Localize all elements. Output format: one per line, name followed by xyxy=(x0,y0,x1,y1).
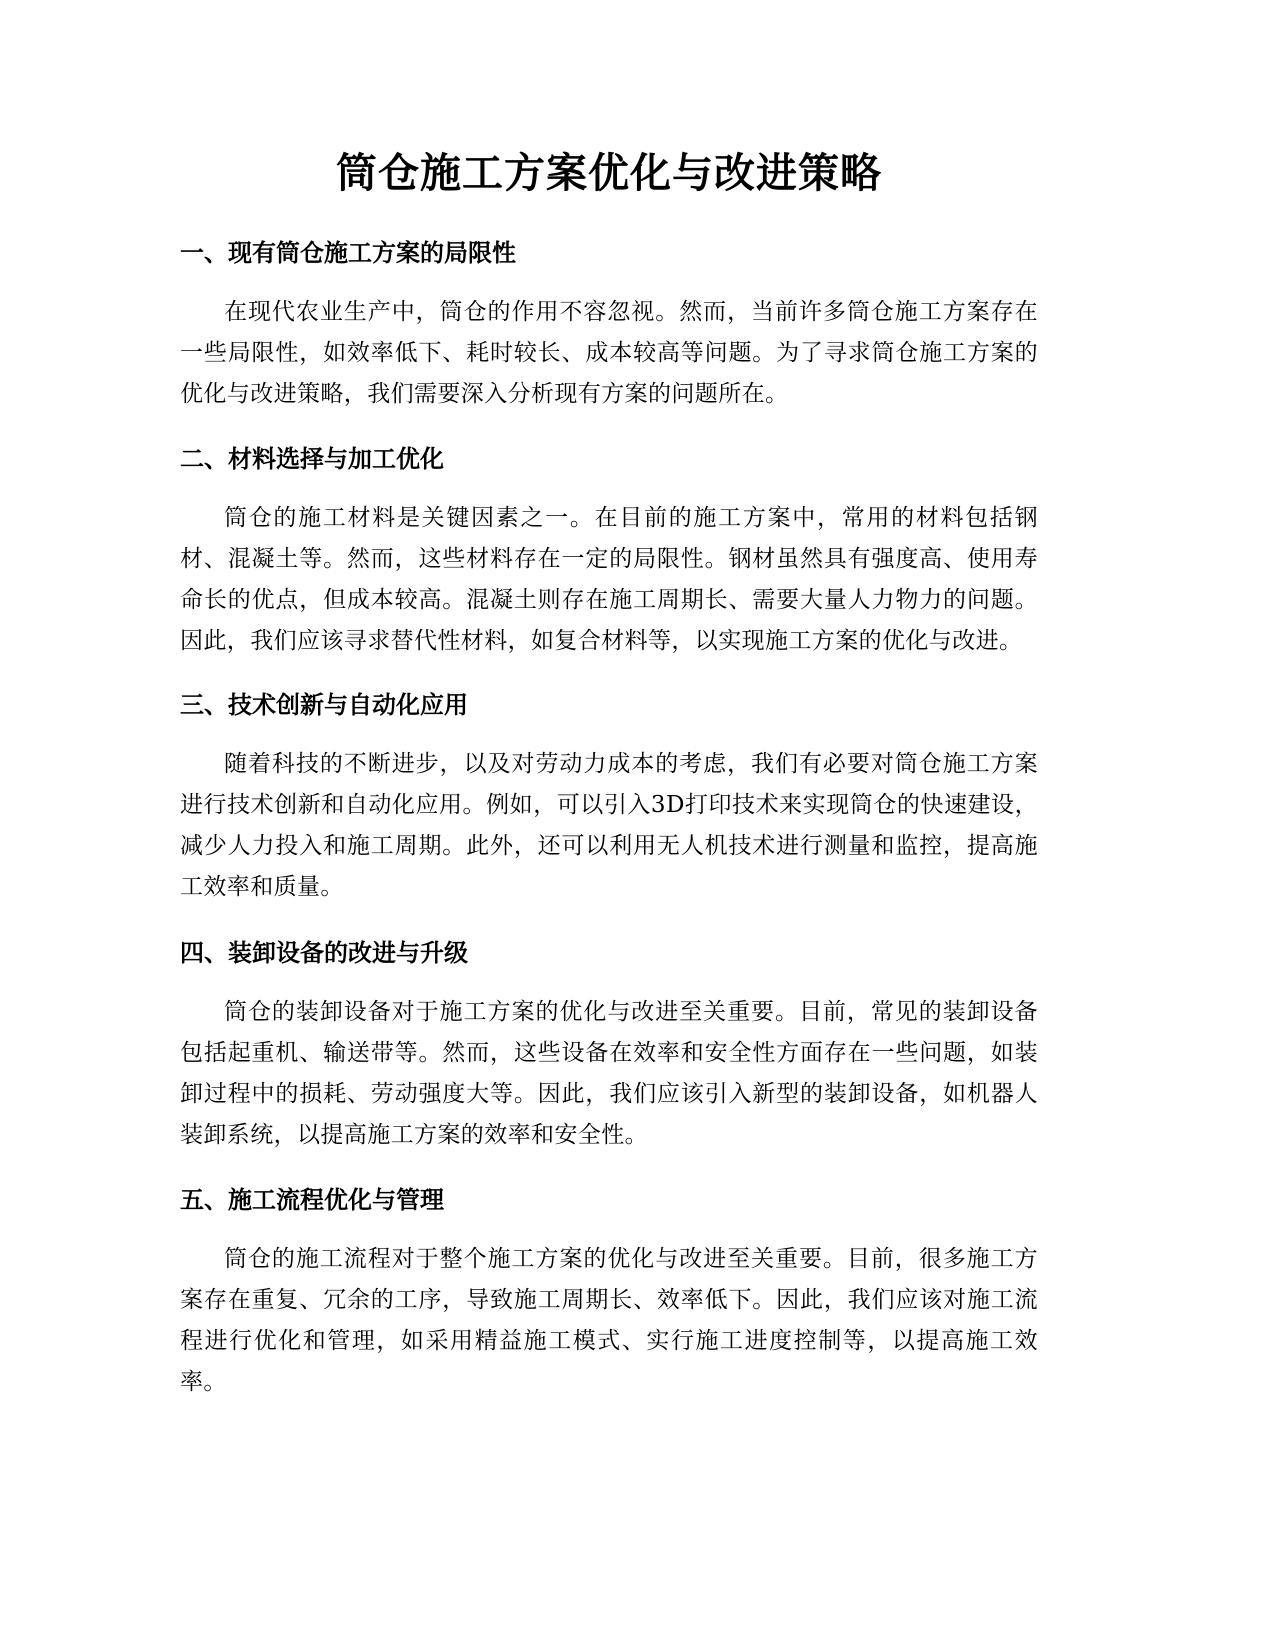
section-paragraph: 筒仓的施工流程对于整个施工方案的优化与改进至关重要。目前，很多施工方案存在重复、冗余的工序，导致施工周期长、效率低下。因此，我们应该对施工流程进行优化和管理，如采用精益施工模式、实行施工进度控制等，以提高施工效率。 xyxy=(180,1246,1038,1395)
section-paragraph: 筒仓的装卸设备对于施工方案的优化与改进至关重要。目前，常见的装卸设备包括起重机、输送带等。然而，这些设备在效率和安全性方面存在一些问题，如装卸过程中的损耗、劳动强度大等。因此，我们应该引入新型的装卸设备，如机器人装卸系统，以提高施工方案的效率和安全性。 xyxy=(180,999,1038,1148)
section-heading: 一、现有筒仓施工方案的局限性 xyxy=(180,239,516,267)
section-equipment xyxy=(180,936,1038,1156)
section-paragraph: 在现代农业生产中，筒仓的作用不容忽视。然而，当前许多筒仓施工方案存在一些局限性，如效率低下、耗时较长、成本较高等问题。为了寻求筒仓施工方案的优化与改进策略，我们需要深入分析现有方案的问题所在。 xyxy=(180,299,1038,407)
section-heading: 五、施工流程优化与管理 xyxy=(180,1186,444,1214)
section-process xyxy=(180,1183,1038,1403)
section-materials xyxy=(180,442,1038,662)
section-paragraph: 随着科技的不断进步，以及对劳动力成本的考虑，我们有必要对筒仓施工方案进行技术创新和自动化应用。例如，可以引入3D打印技术来实现筒仓的快速建设，减少人力投入和施工周期。此外，还可以利用无人机技术进行测量和监控，提高施工效率和质量。 xyxy=(180,751,1038,900)
section-paragraph: 筒仓的施工材料是关键因素之一。在目前的施工方案中，常用的材料包括钢材、混凝土等。然而，这些材料存在一定的局限性。钢材虽然具有强度高、使用寿命长的优点，但成本较高。混凝土则存在施工周期长、需要大量人力物力的问题。因此，我们应该寻求替代性材料，如复合材料等，以实现施工方案的优化与改进。 xyxy=(180,505,1038,654)
document-title: 筒仓施工方案优化与改进策略 xyxy=(336,149,882,197)
section-heading: 二、材料选择与加工优化 xyxy=(180,445,444,473)
section-heading: 三、技术创新与自动化应用 xyxy=(180,691,468,719)
section-heading: 四、装卸设备的改进与升级 xyxy=(180,939,468,967)
section-technology xyxy=(180,688,1038,908)
section-limitations xyxy=(180,236,1038,415)
